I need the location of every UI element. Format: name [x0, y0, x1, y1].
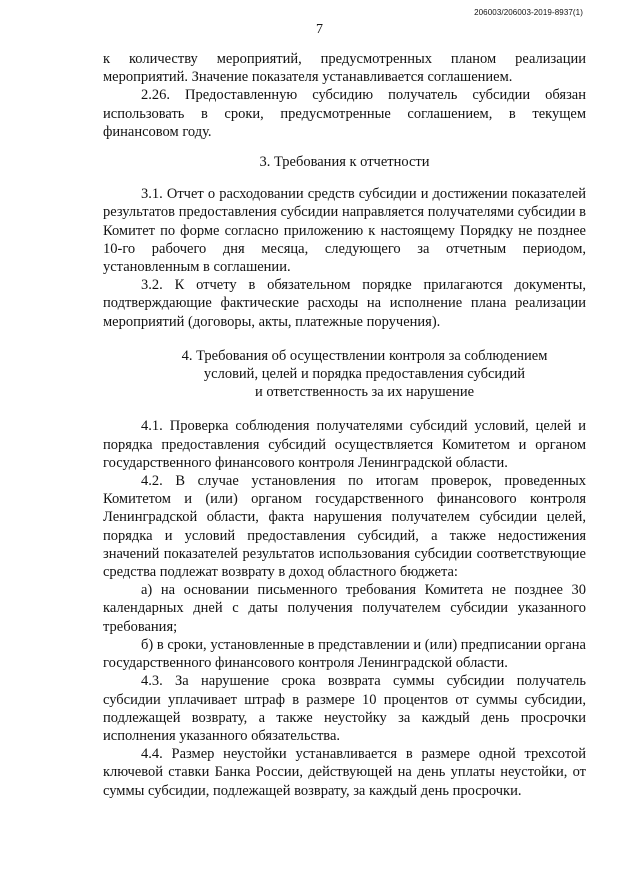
document-code: 206003/206003-2019-8937(1)	[474, 8, 583, 17]
section-4-title-line-2: условий, целей и порядка предоставления субсидий	[203, 366, 526, 383]
paragraph-4-2: 4.2. В случае установления по итогам проверок, проведенных Комитетом и (или) органом государственного финансового контроля Ленинградской области, факта нарушения получателем субсидии целей, порядка и условий предоставления субсидий, а также недостижения значений показателей результатов использования субсидии соответствующие средства подлежат возврату в доход областного бюджета:	[103, 473, 586, 581]
paragraph-continuation: к количеству мероприятий, предусмотренных планом реализации мероприятий. Значение показателя устанавливается соглашением.	[103, 51, 586, 86]
section-4-title-line-3: и ответственность за их нарушение	[254, 384, 475, 401]
paragraph-4-2-b: б) в сроки, установленные в представлении и (или) предписании органа государственного финансового контроля Ленинградской области.	[103, 636, 586, 672]
section-3-title: 3. Требования к отчетности	[259, 154, 430, 171]
section-4-title-line-1: 4. Требования об осуществлении контроля за соблюдением	[181, 347, 548, 364]
paragraph-4-2-a: а) на основании письменного требования Комитета не позднее 30 календарных дней с даты получения получателем субсидии указанного требования;	[103, 582, 586, 635]
section-4-title	[103, 347, 586, 402]
paragraph-3-2: 3.2. К отчету в обязательном порядке прилагаются документы, подтверждающие фактические расходы на исполнение плана реализации мероприятий (договоры, акты, платежные поручения).	[103, 277, 586, 330]
paragraph-4-1: 4.1. Проверка соблюдения получателями субсидий условий, целей и порядка предоставления субсидий осуществляется Комитетом и органом государственного финансового контроля Ленинградской области.	[103, 418, 586, 471]
paragraph-2-26: 2.26. Предоставленную субсидию получатель субсидии обязан использовать в сроки, предусмотренные соглашением, в текущем финансовом году.	[103, 87, 586, 140]
paragraph-3-1: 3.1. Отчет о расходовании средств субсидии и достижении показателей результатов предоставления субсидии направляется получателями субсидии в Комитет по форме согласно приложению к настоящему Порядку не позднее 10-го рабочего дня месяца, следующего за отчетным периодом, установленным в соглашении.	[103, 186, 586, 276]
page-number: 7	[316, 22, 323, 37]
paragraph-4-4: 4.4. Размер неустойки устанавливается в размере одной трехсотой ключевой ставки Банка России, действующей на день уплаты неустойки, от суммы субсидии, подлежащей возврату, за каждый день просрочки.	[103, 746, 586, 799]
document-body	[103, 50, 586, 800]
paragraph-4-3: 4.3. За нарушение срока возврата суммы субсидии получатель субсидии уплачивает штраф в размере 10 процентов от суммы субсидии, подлежащей возврату, а также неустойку за каждый день просрочки исполнения указанного обязательства.	[103, 673, 586, 744]
